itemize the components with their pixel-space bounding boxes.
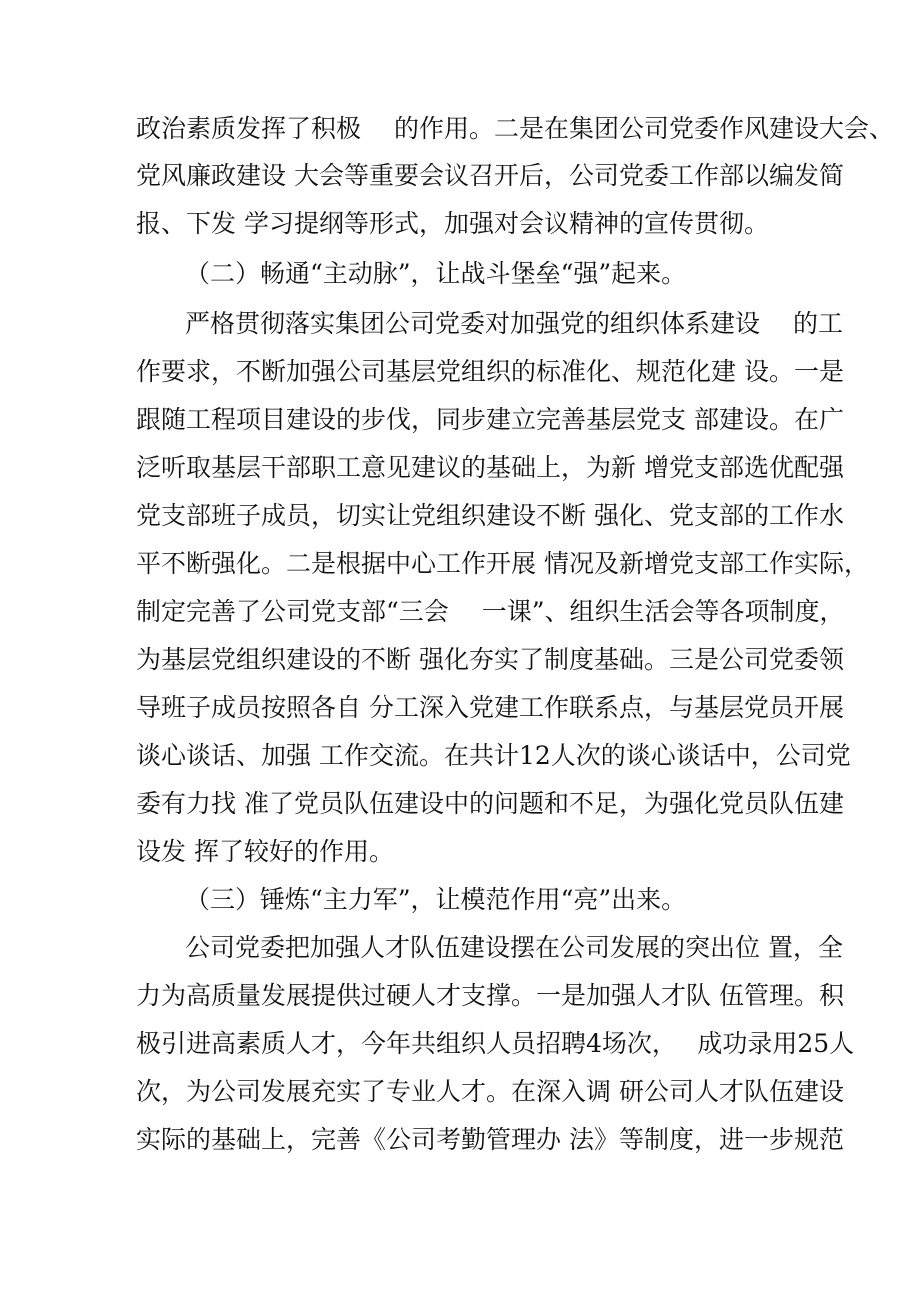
body-text-line: 报、下发 学习提纲等形式，加强对会议精神的宣传贯彻。 — [136, 209, 769, 238]
section-heading: （三）锤炼“主力军”，让模范作用“亮”出来。 — [185, 885, 687, 914]
body-text-line: 制定完善了公司党支部“三会 一课”、组织生活会等各项制度， — [136, 597, 845, 626]
body-text-line: 为基层党组织建设的不断 强化夯实了制度基础。三是公司党委领 — [136, 645, 844, 674]
body-text-line: 实际的基础上，完善《公司考勤管理办 法》等制度，进一步规范 — [136, 1125, 844, 1154]
body-text-line: 设发 挥了较好的作用。 — [136, 837, 394, 866]
section-heading: （二）畅通“主动脉”，让战斗堡垒“强”起来。 — [185, 259, 687, 288]
body-text-line: 极引进高素质人才，今年共组织人员招聘4场次， 成功录用25人 — [136, 1029, 855, 1058]
body-text-line: 谈心谈话、加强 工作交流。在共计12人次的谈心谈话中，公司党 — [136, 741, 851, 770]
body-text-line: 委有力找 准了党员队伍建设中的问题和不足，为强化党员队伍建 — [136, 789, 844, 818]
body-text-line: 力为高质量发展提供过硬人才支撑。一是加强人才队 伍管理。积 — [136, 981, 844, 1010]
body-text-line: 党风廉政建设 大会等重要会议召开后，公司党委工作部以编发简 — [136, 161, 844, 190]
body-text-line: 作要求，不断加强公司基层党组织的标准化、规范化建 设。一是 — [136, 357, 844, 386]
body-text-line: 次，为公司发展充实了专业人才。在深入调 研公司人才队伍建设 — [136, 1077, 844, 1106]
body-text-line: 平不断强化。二是根据中心工作开展 情况及新增党支部工作实际， — [136, 549, 869, 578]
body-text-line: 泛听取基层干部职工意见建议的基础上，为新 增党支部选优配强 — [136, 453, 844, 482]
body-text-line: 党支部班子成员，切实让党组织建设不断 强化、党支部的工作水 — [136, 501, 844, 530]
body-text-line: 公司党委把加强人才队伍建设摆在公司发展的突出位 置，全 — [185, 933, 843, 962]
body-text-line: 政治素质发挥了积极 的作用。二是在集团公司党委作风建设大会、 — [136, 114, 894, 143]
body-text-line: 导班子成员按照各自 分工深入党建工作联系点，与基层党员开展 — [136, 693, 844, 722]
body-text-line: 严格贯彻落实集团公司党委对加强党的组织体系建设 的工 — [185, 309, 843, 338]
body-text-line: 跟随工程项目建设的步伐，同步建立完善基层党支 部建设。在广 — [136, 405, 844, 434]
